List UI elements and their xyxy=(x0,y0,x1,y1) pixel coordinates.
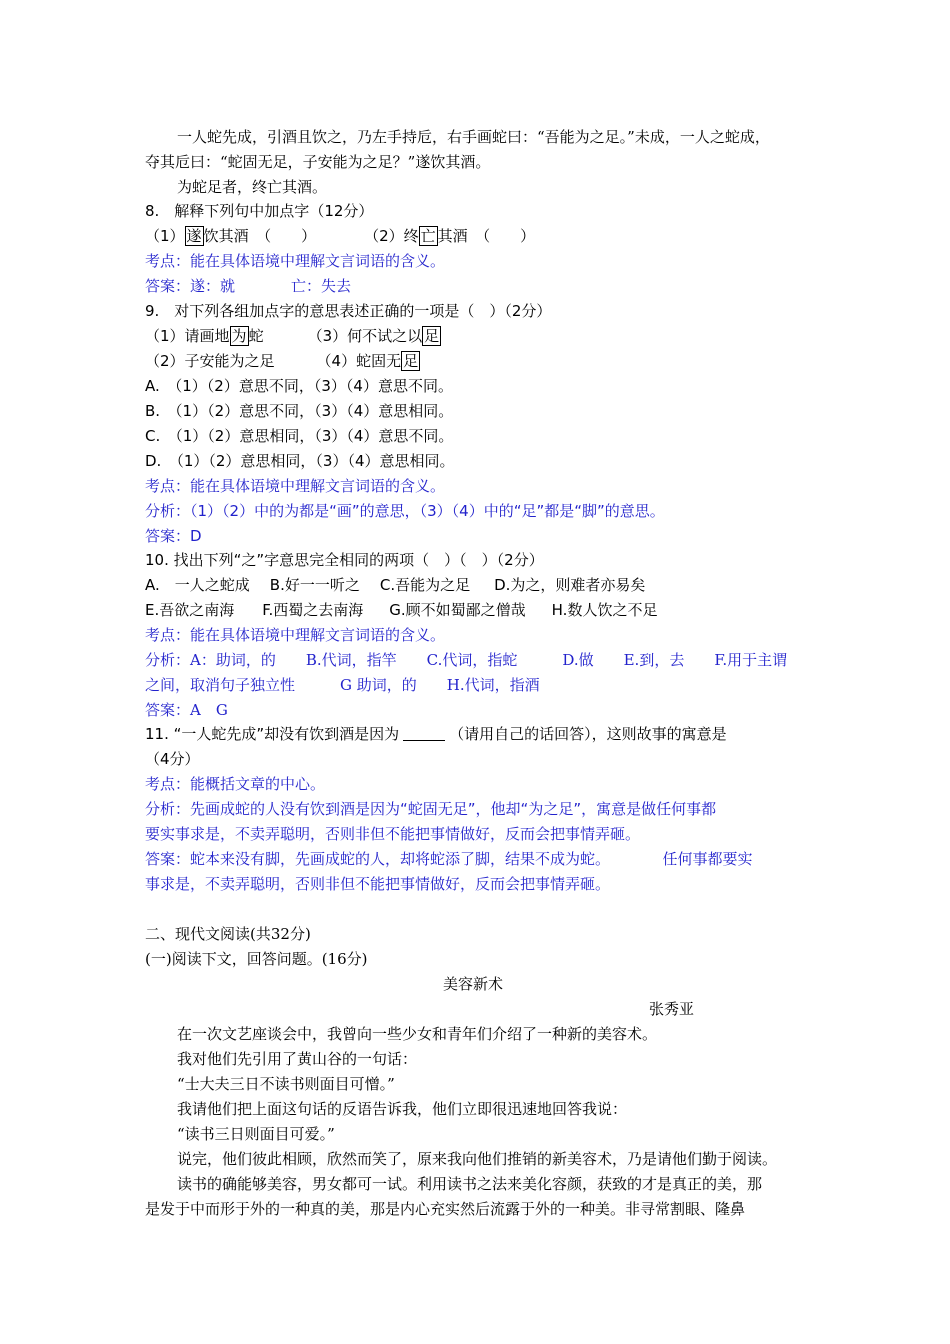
article-author: 张秀亚 xyxy=(649,1000,695,1018)
q10-option-a: A. 一人之蛇成 xyxy=(145,576,250,594)
q9-item3-prefix: （3）何不试之以 xyxy=(307,327,423,345)
article-paragraph-7-line-1: 读书的确能够美容，男女都可一试。利用读书之法来美化容颜，获致的才是真正的美，那 xyxy=(177,1175,763,1193)
q8-answer-2: 亡：失去 xyxy=(291,277,352,295)
q9-option-d: D. （1）（2）意思相同，（3）（4）意思相同。 xyxy=(145,452,455,470)
q10-option-d: D.为之，则难者亦易矣 xyxy=(494,576,646,594)
q11-answer-line-1: 答案：蛇本来没有脚，先画成蛇的人，却将蛇添了脚，结果不成为蛇。 任何事都要实 xyxy=(145,850,753,868)
q9-item4-prefix: （4）蛇固无 xyxy=(316,352,402,370)
q10-option-h: H.数人饮之不足 xyxy=(551,601,658,619)
q8-item1-prefix: （1） xyxy=(145,227,185,245)
article-paragraph-5: “读书三日则面目可爱。” xyxy=(177,1125,335,1143)
article-paragraph-3: “士大夫三日不读书则面目可憎。” xyxy=(177,1075,395,1093)
q8-answer-1: 答案：遂：就 xyxy=(145,277,236,295)
q9-item4-dotted-char: 足 xyxy=(403,352,419,370)
article-paragraph-7-line-2: 是发于中而形于外的一种真的美，那是内心充实然后流露于外的一种美。非寻常割眼、隆鼻 xyxy=(145,1200,746,1218)
q8-items xyxy=(145,226,815,246)
q9-items-row-2 xyxy=(145,351,815,371)
q8-item1-dotted-char: 遂 xyxy=(186,227,202,245)
section2-subheading: (一)阅读下文，回答问题。(16分) xyxy=(145,950,368,968)
passage-line-3: 为蛇足者，终亡其酒。 xyxy=(177,178,328,196)
q10-answer: 答案：A G xyxy=(145,701,228,719)
q9-item2: （2）子安能为之足 xyxy=(145,352,275,370)
q8-answer xyxy=(145,276,815,296)
q9-item1-dotted-char: 为 xyxy=(231,327,247,345)
q10-options-row-2 xyxy=(145,600,815,620)
q8-item1-suffix: 饮其酒 （ ） xyxy=(203,227,317,245)
q10-option-f: F.西蜀之去南海 xyxy=(262,601,364,619)
section2-heading: 二、现代文阅读(共32分) xyxy=(145,925,311,943)
q8-item2-suffix: 其酒 （ ） xyxy=(437,227,536,245)
q11-fenxi-line-1: 分析：先画成蛇的人没有饮到酒是因为“蛇固无足”，他却“为之足”，寓意是做任何事都 xyxy=(145,800,717,818)
q8-item2-dotted-char: 亡 xyxy=(420,227,436,245)
article-paragraph-1: 在一次文艺座谈会中，我曾向一些少女和青年们介绍了一种新的美容术。 xyxy=(177,1025,658,1043)
article-paragraph-2: 我对他们先引用了黄山谷的一句话： xyxy=(177,1050,418,1068)
q11-stem-prefix: 11. “一人蛇先成”却没有饮到酒是因为 xyxy=(145,725,400,743)
q9-answer: 答案：D xyxy=(145,527,202,545)
q11-stem-line-2: （4分） xyxy=(145,750,200,768)
q10-option-e: E.吾欲之南海 xyxy=(145,601,235,619)
article-paragraph-4: 我请他们把上面这句话的反语告诉我，他们立即很迅速地回答我说： xyxy=(177,1100,628,1118)
q10-option-b: B.好一一听之 xyxy=(269,576,360,594)
passage-line-2: 夺其卮曰：“蛇固无足，子安能为之足？”遂饮其酒。 xyxy=(145,153,491,171)
q11-stem-suffix: （请用自己的话回答），这则故事的寓意是 xyxy=(449,725,727,743)
q11-fenxi-line-2: 要实事求是，不卖弄聪明，否则非但不能把事情做好，反而会把事情弄砸。 xyxy=(145,825,641,843)
q11-stem xyxy=(145,724,815,744)
article-title: 美容新术 xyxy=(443,975,504,993)
q8-item2-prefix: （2）终 xyxy=(364,227,419,245)
q10-stem: 10. 找出下列“之”字意思完全相同的两项（ ）（ ）（2分） xyxy=(145,551,544,569)
q11-answer-line-2: 事求是，不卖弄聪明，否则非但不能把事情做好，反而会把事情弄砸。 xyxy=(145,875,611,893)
q9-item3-dotted-char: 足 xyxy=(424,327,440,345)
q10-fenxi-line-1: 分析：A：助词，的 B.代词，指竿 C.代词，指蛇 D.做 E.到，去 F.用于主谓 xyxy=(145,651,788,669)
q9-fenxi: 分析：（1）（2）中的为都是“画”的意思，（3）（4）中的“足”都是“脚”的意思。 xyxy=(145,502,665,520)
q10-kaodian: 考点：能在具体语境中理解文言词语的含义。 xyxy=(145,626,446,644)
q9-kaodian: 考点：能在具体语境中理解文言词语的含义。 xyxy=(145,477,446,495)
q9-stem: 9. 对下列各组加点字的意思表述正确的一项是（ ）（2分） xyxy=(145,302,552,320)
q8-stem: 8. 解释下列句中加点字（12分） xyxy=(145,202,374,220)
q9-option-a: A. （1）（2）意思不同，（3）（4）意思不同。 xyxy=(145,377,453,395)
article-paragraph-6: 说完，他们彼此相顾，欣然而笑了，原来我向他们推销的新美容术，乃是请他们勤于阅读。 xyxy=(177,1150,778,1168)
passage-line-1: 一人蛇先成，引酒且饮之，乃左手持卮，右手画蛇曰：“吾能为之足。”未成，一人之蛇成， xyxy=(177,128,770,146)
q9-item1-suffix: 蛇 xyxy=(248,327,264,345)
q8-kaodian: 考点：能在具体语境中理解文言词语的含义。 xyxy=(145,252,446,270)
q10-option-g: G.顾不如蜀鄙之僧哉 xyxy=(389,601,526,619)
q9-option-b: B. （1）（2）意思不同，（3）（4）意思相同。 xyxy=(145,402,454,420)
q9-items-row-1 xyxy=(145,326,815,346)
q11-blank xyxy=(403,726,445,741)
q9-item1-prefix: （1）请画地 xyxy=(145,327,230,345)
q11-kaodian: 考点：能概括文章的中心。 xyxy=(145,775,326,793)
q9-option-c: C. （1）（2）意思相同，（3）（4）意思不同。 xyxy=(145,427,454,445)
q10-options-row-1 xyxy=(145,575,815,595)
q10-option-c: C.吾能为之足 xyxy=(379,576,471,594)
q10-fenxi-line-2: 之间，取消句子独立性 G 助词，的 H.代词，指酒 xyxy=(145,676,540,694)
